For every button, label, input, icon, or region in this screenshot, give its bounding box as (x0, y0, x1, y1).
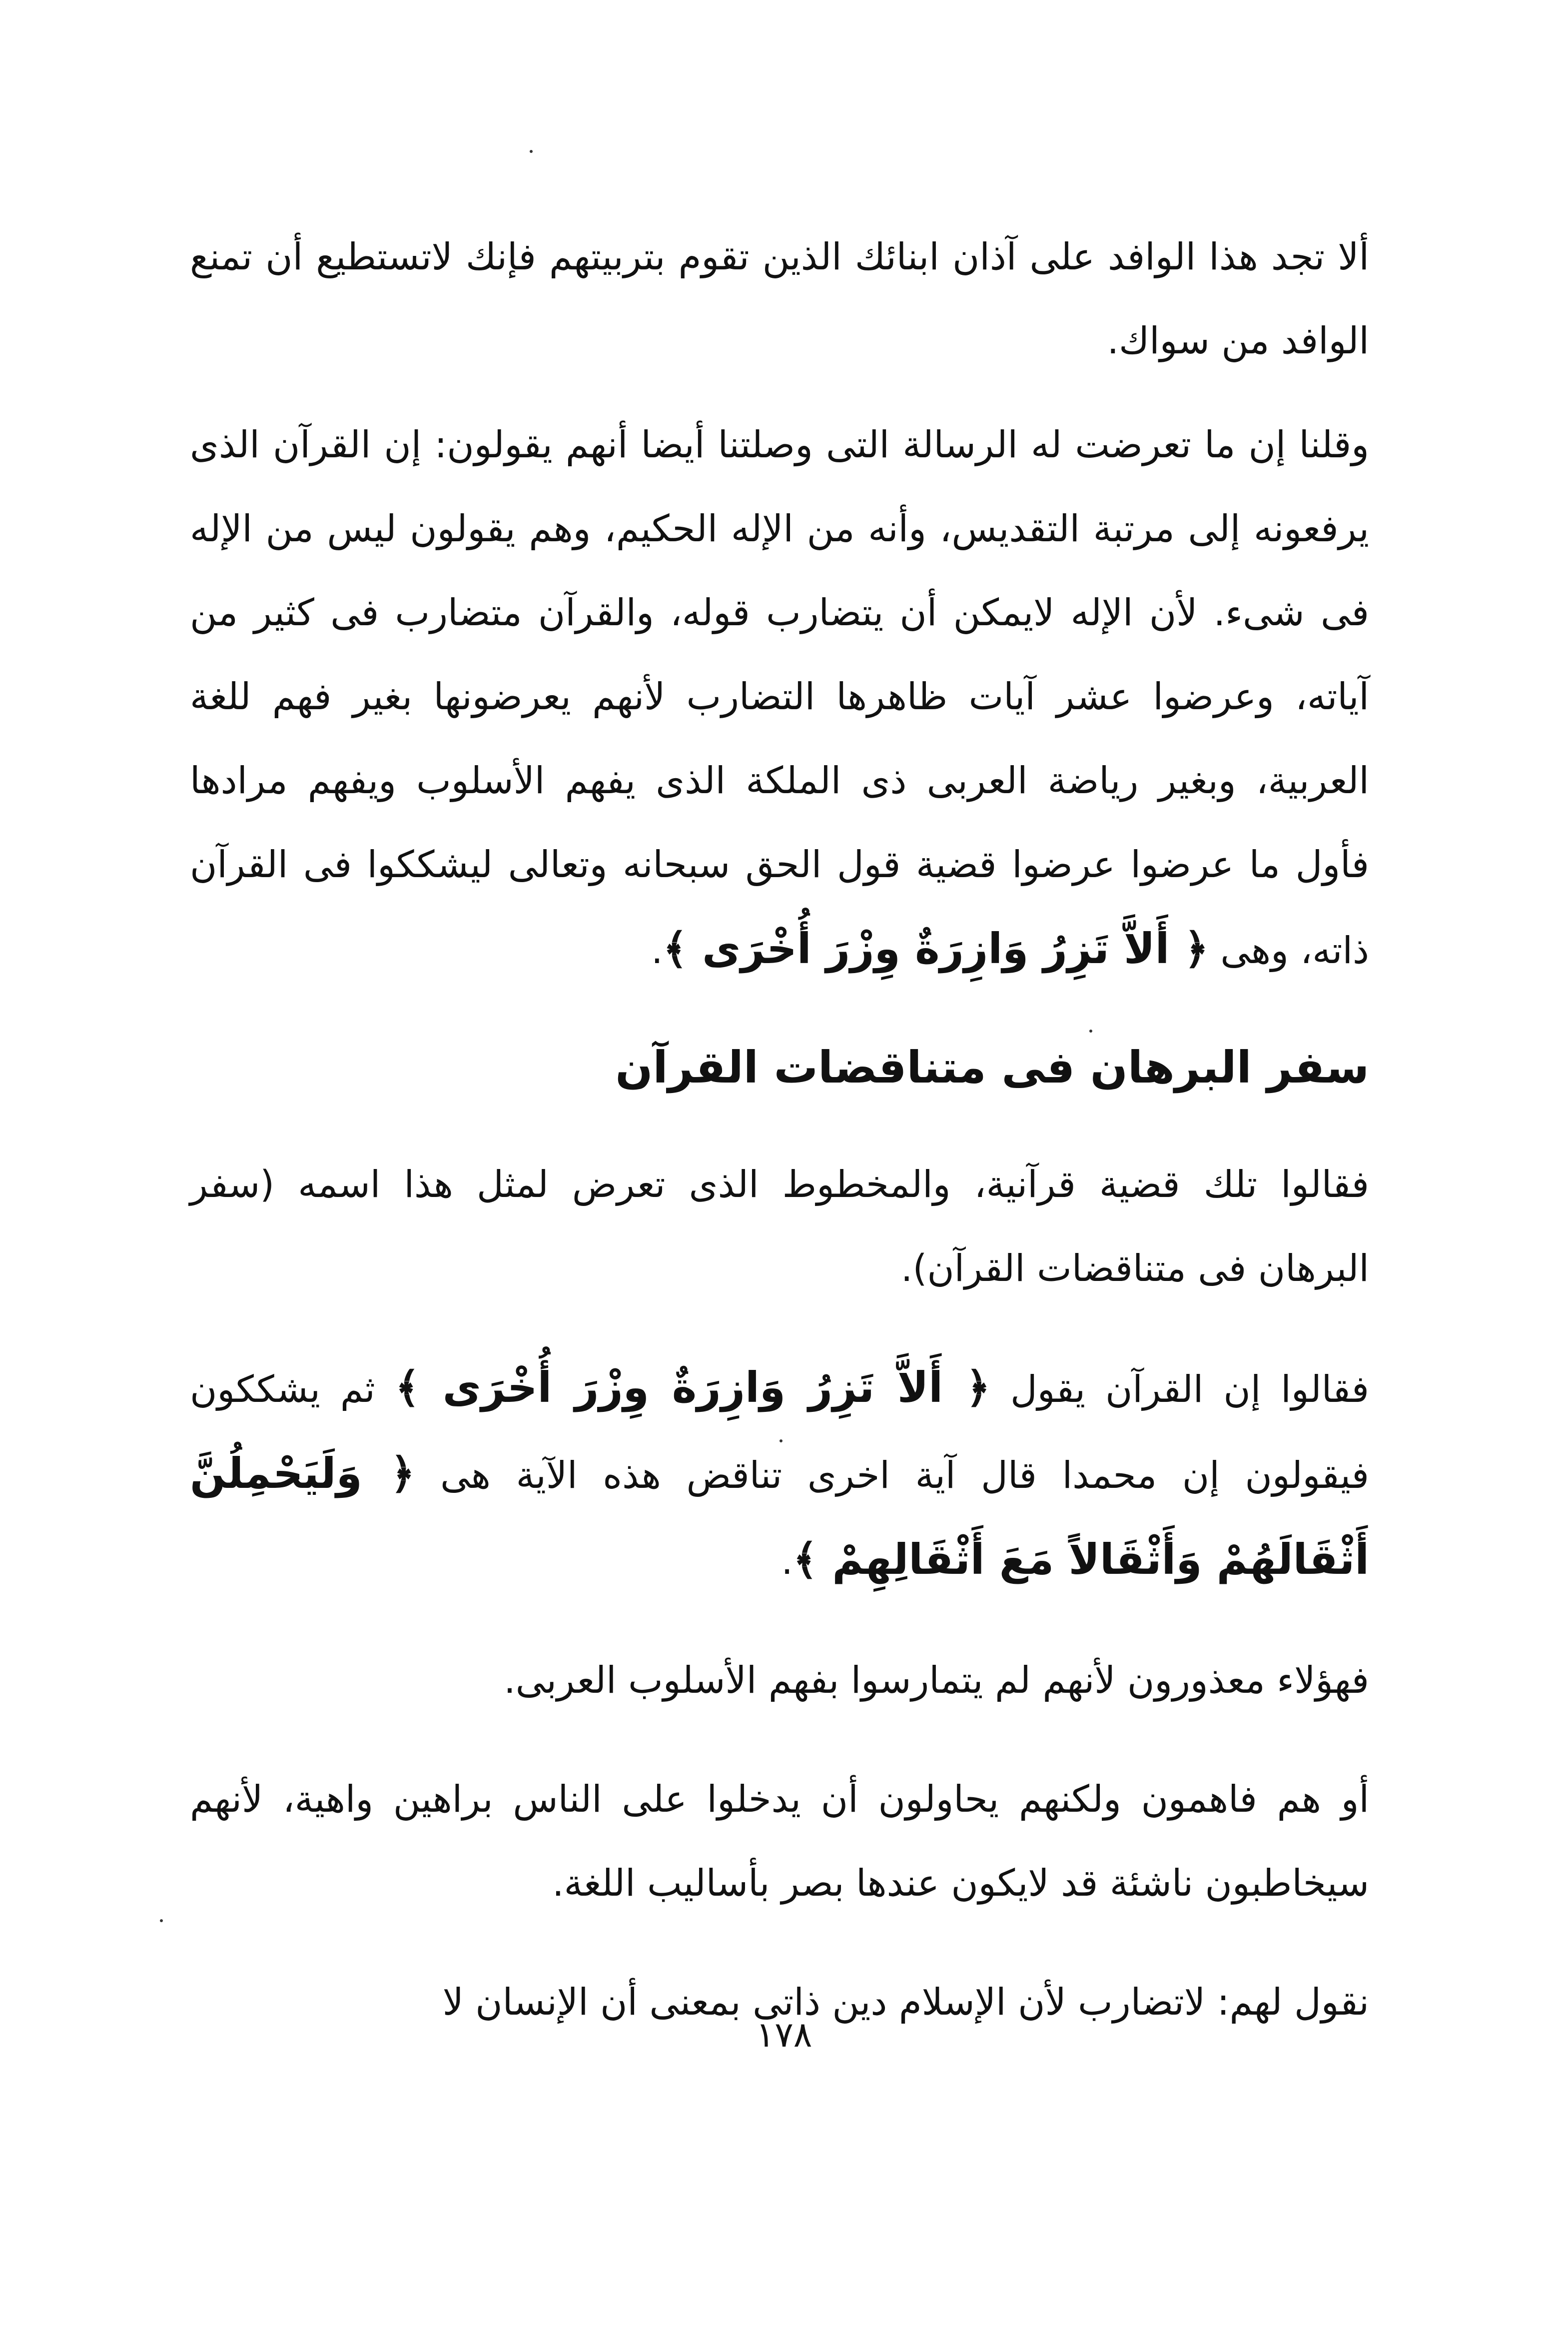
paragraph-2 (190, 403, 1369, 993)
paragraph-text: فقالوا تلك قضية قرآنية، والمخطوط الذى تعرض لمثل هذا اسمه (سفر البرهان فى متناقضات القرآن). (190, 1163, 1369, 1290)
paragraph-6 (190, 1757, 1369, 1925)
section-title: سفر البرهان فى متناقضات القرآن (615, 1042, 1369, 1093)
paragraph-text: نقول لهم: لاتضارب لأن الإسلام دين ذاتى بمعنى أن الإنسان لا (442, 1981, 1369, 2024)
paragraph-3 (190, 1143, 1369, 1310)
paragraph-text: ألا تجد هذا الوافد على آذان ابنائك الذين تقوم بتربيتهم فإنك لاتستطيع أن تمنع الوافد من سواك. (190, 235, 1369, 362)
paragraph-text-end: . (651, 929, 663, 972)
paragraph-text-end: . (781, 1540, 793, 1583)
paragraph-4 (190, 1345, 1369, 1603)
page-body (190, 215, 1369, 2164)
quran-verse: ﴿ أَلاَّ تَزِرُ وَازِرَةٌ وِزْرَ أُخْرَى ﴾ (663, 924, 1209, 973)
scan-speck (780, 1439, 783, 1442)
paragraph-text: فهؤلاء معذورون لأنهم لم يتمارسوا بفهم الأسلوب العربى. (504, 1659, 1369, 1702)
quran-verse-1: ﴿ أَلاَّ تَزِرُ وَازِرَةٌ وِزْرَ أُخْرَى ﴾ (395, 1363, 991, 1412)
paragraph-text: وقلنا إن ما تعرضت له الرسالة التى وصلتنا أيضا أنهم يقولون: إن القرآن الذى يرفعونه إلى مرتبة التقديس، وأنه من الإله الحكيم، وهم يقولون ليس من الإله فى شىء. لأن الإله لايمكن أن يتضارب قوله، والقرآن متضارب فى كثير من آياته، وعرضوا عشر آيات ظاهرها التضارب لأنهم يعرضونها بغير فهم للغة العربية، وبغير رياضة العربى ذى الملكة الذى يفهم الأسلوب ويفهم مرادها فأول ما عرضوا عرضوا قضية قول الحق سبحانه وتعالى ليشككوا فى القرآن ذاته، وهى (190, 423, 1369, 972)
paragraph-1 (190, 215, 1369, 383)
quran-verse-2: ﴿ وَلَيَحْمِلُنَّ أَثْقَالَهُمْ وَأَثْقَالاً مَعَ أَثْقَالِهِمْ ﴾ (190, 1449, 1369, 1584)
paragraph-text: فقالوا إن القرآن يقول (990, 1368, 1369, 1411)
scan-speck (160, 1919, 163, 1922)
paragraph-text-middle: ثم يشككون فيقولون إن محمدا قال آية اخرى تناقض هذه الآية هى (190, 1368, 1369, 1497)
scan-speck (530, 150, 533, 153)
scan-speck (1089, 1030, 1092, 1033)
paragraph-5 (190, 1638, 1369, 1722)
paragraph-text: أو هم فاهمون ولكنهم يحاولون أن يدخلوا على الناس براهين واهية، لأنهم سيخاطبون ناشئة قد لايكون عندها بصر بأساليب اللغة. (190, 1778, 1369, 1905)
page-number: ١٧٨ (756, 2014, 812, 2055)
